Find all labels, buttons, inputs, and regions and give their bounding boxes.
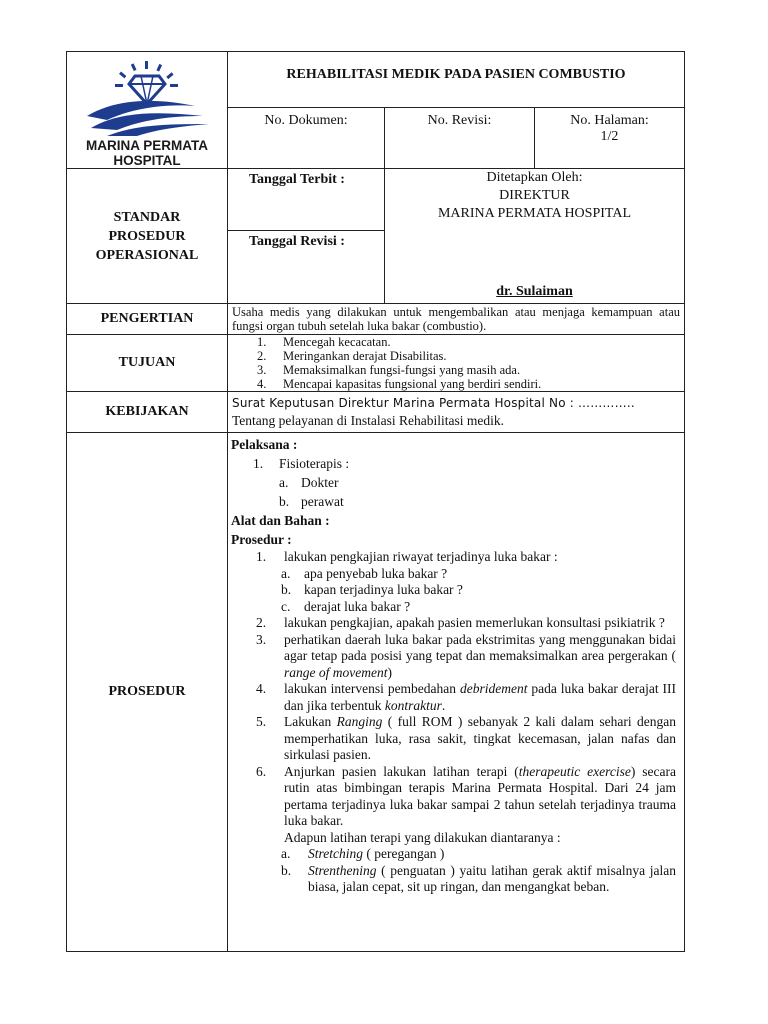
step-4-italic: debridement <box>459 681 528 696</box>
sop-label-line3: OPERASIONAL <box>95 247 199 263</box>
tujuan-item: Memaksimalkan fungsi-fungsi yang masih ada. <box>283 363 521 377</box>
prosedur-cell: Pelaksana : 1. Fisioterapis : a. Dokter b. perawat Alat dan Bahan : Prosedur : 1. lakukan pengkajian riwayat terjadinya luka bakar : a. apa penyebab luka bakar ? b. kapan terjadinya luka bakar ? c. derajat luka bakar ? 2. lakukan pengkajian, apakah pasien memerlukan konsultasi psikiatrik ? 3. perhatikan daerah luka bakar pada ekstrimitas yang menggunakan bidai agar tetap pada posisi yang tepat dan memaksimalkan area pergerakan ( range of movement) 4. lakukan intervensi pembedahan debridement pada luka bakar derajat III dan jika terbentuk kontraktur. 5. Lakukan Ranging ( full ROM ) sebanyak 2 kali dalam sehari dengan memperhatikan luka, rasa sakit, tingkat kecemasan, jalan nafas dan sirkulasi pasien. 6. Anjurkan pasien lakukan latihan terapi (therapeutic exercise) secara rutin atas bimbingan terapis Marina Permata Hospital. Dari 24 jam pertama terjadinya luka bakar sampai 2 tahun setelah terjadinya trauma luka bakar. Adapun latihan terapi yang dilakukan diantaranya : a. Stretching ( peregangan ) b. Strenthening ( penguatan ) yaitu latihan gerak aktif misalnya jalan biasa, jalan cepat, sit up ringan, dan mengangkat beban. <box>228 433 685 952</box>
signer-name: dr. Sulaiman <box>496 284 573 299</box>
step-6-sub-a: ( peregangan ) <box>363 846 445 861</box>
no-revisi-cell <box>385 108 535 169</box>
pengertian-label: PENGERTIAN <box>67 304 228 335</box>
step-6-intro: Adapun latihan terapi yang dilakukan diantaranya : <box>284 829 561 845</box>
pelaksana-sub-item: Dokter <box>301 475 339 490</box>
ditetapkan-cell <box>385 169 685 304</box>
alat-bahan-label: Alat dan Bahan : <box>231 513 330 528</box>
sop-label-cell <box>67 169 228 304</box>
pelaksana-label: Pelaksana : <box>231 437 298 452</box>
kebijakan-label: KEBIJAKAN <box>67 392 228 433</box>
step-3-end: ) <box>387 664 392 680</box>
step-1-sub: derajat luka bakar ? <box>304 598 411 614</box>
step-5-text: Lakukan <box>284 714 337 729</box>
step-3: 3. perhatikan daerah luka bakar pada ekstrimitas yang menggunakan bidai agar tetap pada posisi yang tepat dan memaksimalkan area pergerakan ( range of movement) <box>256 631 676 680</box>
step-1-text: lakukan pengkajian riwayat terjadinya luka bakar : <box>284 549 558 564</box>
pengertian-text: Usaha medis yang dilakukan untuk mengembalikan atau menjaga kemampuan atau fungsi organ tubuh setelah luka bakar (combustio). <box>228 304 685 335</box>
step-6-sub-italic: Stretching <box>308 846 363 861</box>
tujuan-item: Mencapai kapasitas fungsional yang berdiri sendiri. <box>283 377 542 391</box>
step-6-mid: ) secara rutin atas bimbingan terapis Marina Permata Hospital. Dari 24 jam pertama terjadinya luka bakar sampai 2 tahun setelah terjadinya trauma luka bakar. <box>284 763 677 828</box>
tanggal-revisi-label: Tanggal Revisi : <box>249 234 345 249</box>
logo-cell <box>67 52 228 169</box>
hospital-name-label: MARINA PERMATA HOSPITAL <box>437 206 631 221</box>
tujuan-list: 1. Mencegah kecacatan. 2. Meringankan derajat Disabilitas. 3. Memaksimalkan fungsi-fungsi yang masih ada. 4. Mencapai kapasitas fungsional yang berdiri sendiri. <box>228 335 685 392</box>
step-4-text: lakukan intervensi pembedahan <box>284 681 460 696</box>
direktur-label: DIREKTUR <box>499 188 570 203</box>
no-halaman-value: 1/2 <box>600 129 619 144</box>
tujuan-item: Mencegah kecacatan. <box>283 335 391 349</box>
pelaksana-item: Fisioterapis : <box>279 456 350 471</box>
no-revisi-label: No. Revisi: <box>427 113 492 128</box>
step-5-end: ( full ROM ) sebanyak 2 kali dalam sehari dengan memperhatikan luka, rasa sakit, tingkat kecemasan, jalan nafas dan sirkulasi pasien. <box>284 714 677 762</box>
step-2: 2. lakukan pengkajian, apakah pasien memerlukan konsultasi psikiatrik ? <box>256 615 665 630</box>
step-3-italic: range of movement <box>284 664 388 680</box>
step-1: 1. lakukan pengkajian riwayat terjadinya luka bakar : <box>256 549 558 564</box>
step-4-mid: pada luka bakar derajat III dan jika terbentuk <box>284 681 676 713</box>
step-2-text: lakukan pengkajian, apakah pasien memerlukan konsultasi psikiatrik ? <box>284 615 665 630</box>
sop-label-line1: STANDAR <box>113 209 181 225</box>
kebijakan-cell <box>228 392 685 433</box>
pelaksana-sub-item: perawat <box>301 494 344 509</box>
no-halaman-cell <box>535 108 685 169</box>
kebijakan-line2: Tentang pelayanan di Instalasi Rehabilitasi medik. <box>232 413 504 428</box>
step-6: 6. Anjurkan pasien lakukan latihan terapi (therapeutic exercise) secara rutin atas bimbingan terapis Marina Permata Hospital. Dari 24 jam pertama terjadinya luka bakar sampai 2 tahun setelah terjadinya trauma luka bakar. <box>256 763 677 828</box>
sop-table <box>66 51 685 952</box>
step-5: 5. Lakukan Ranging ( full ROM ) sebanyak 2 kali dalam sehari dengan memperhatikan luka, rasa sakit, tingkat kecemasan, jalan nafas dan sirkulasi pasien. <box>256 714 677 762</box>
sop-document <box>66 51 684 952</box>
no-dokumen-cell <box>228 108 385 169</box>
hospital-logo-icon <box>77 58 217 138</box>
logo-line1: MARINA PERMATA <box>86 138 208 153</box>
sop-label-line2: PROSEDUR <box>108 228 186 244</box>
no-dokumen-label: No. Dokumen: <box>264 113 348 128</box>
document-title: REHABILITASI MEDIK PADA PASIEN COMBUSTIO <box>228 52 685 108</box>
step-6-sub-italic: Strenthening <box>308 862 377 878</box>
step-1-sub: kapan terjadinya luka bakar ? <box>304 582 463 597</box>
step-6-sub-b: ( penguatan ) yaitu latihan gerak aktif misalnya jalan biasa, jalan cepat, sit up ringan, dan mengangkat beban. <box>308 862 676 894</box>
ditetapkan-label: Ditetapkan Oleh: <box>486 170 583 185</box>
kebijakan-line1: Surat Keputusan Direktur Marina Permata Hospital No : ………….. <box>232 396 635 410</box>
step-6-italic: therapeutic exercise <box>518 763 631 779</box>
prosedur-label: PROSEDUR <box>67 433 228 952</box>
step-1-sub: apa penyebab luka bakar ? <box>304 565 448 581</box>
tanggal-cell <box>228 169 385 304</box>
step-4-end: . <box>441 697 446 713</box>
tujuan-item: Meringankan derajat Disabilitas. <box>283 349 447 363</box>
step-6-text: Anjurkan pasien lakukan latihan terapi ( <box>284 763 519 779</box>
no-halaman-label: No. Halaman: <box>570 113 649 128</box>
step-4-italic: kontraktur <box>384 697 442 713</box>
tanggal-terbit-label: Tanggal Terbit : <box>228 169 384 231</box>
prosedur-steps-label: Prosedur : <box>231 532 292 547</box>
step-3-text: perhatikan daerah luka bakar pada ekstrimitas yang menggunakan bidai agar tetap pada posisi yang tepat dan memaksimalkan area pergerakan ( <box>284 631 676 663</box>
step-5-italic: Ranging <box>336 714 383 729</box>
logo-line2: HOSPITAL <box>113 153 181 168</box>
tujuan-label: TUJUAN <box>67 335 228 392</box>
step-4: 4. lakukan intervensi pembedahan debridement pada luka bakar derajat III dan jika terbentuk kontraktur. <box>256 681 676 713</box>
